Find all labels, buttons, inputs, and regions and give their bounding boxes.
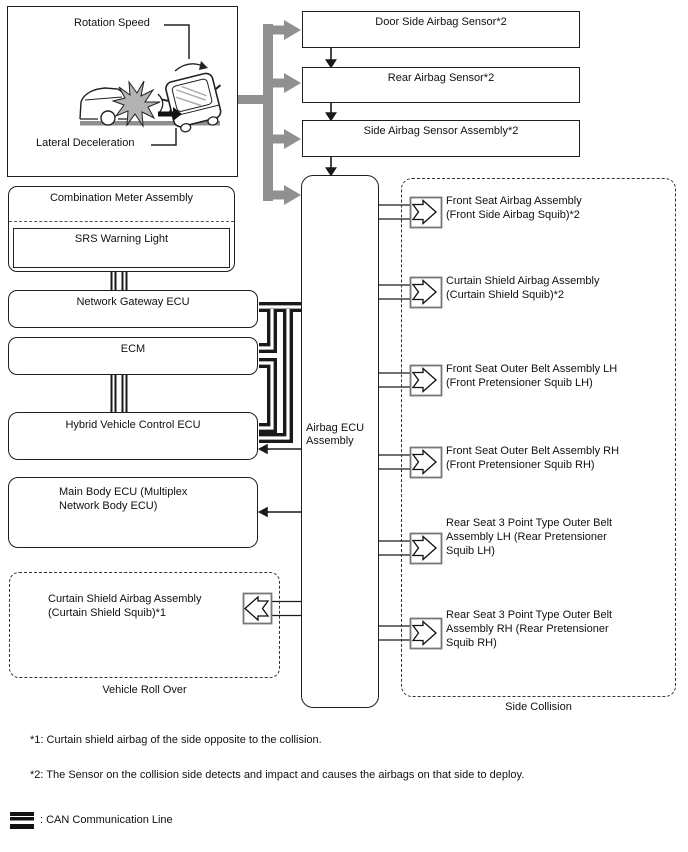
rear-airbag-sensor-label: Rear Airbag Sensor*2 [387,72,495,84]
rotation-speed-label: Rotation Speed [74,17,150,29]
rotation-speed-pointer [164,25,189,59]
main-body-ecu-label: Main Body ECU (Multiplex Network Body ECU) [59,486,188,512]
footnote-1: *1: Curtain shield airbag of the side opposite to the collision. [30,734,322,746]
roll-over-item: Curtain Shield Airbag Assembly (Curtain Shield Squib)*1 [48,593,202,619]
side-collision-item-2: Curtain Shield Airbag Assembly (Curtain Shield Squib)*2 [446,275,600,301]
airbag-ecu-assembly-box [301,175,379,708]
rear-airbag-sensor-box [302,67,580,103]
side-collision-caption: Side Collision [505,701,572,713]
collision-illustration-box [7,6,238,177]
ecm-box [8,337,258,375]
srs-warning-light-label: SRS Warning Light [74,233,169,245]
can-lines-channel [259,307,303,438]
network-gateway-ecu-label: Network Gateway ECU [76,296,190,308]
vehicle-roll-over-box [9,572,280,678]
can-lines [259,307,303,438]
side-collision-item-3: Front Seat Outer Belt Assembly LH (Front Pretensioner Squib LH) [446,363,618,389]
side-collision-item-6: Rear Seat 3 Point Type Outer Belt Assembly RH (Rear Pretensioner Squib RH) [446,609,613,649]
airbag-ecu-assembly-label: Airbag ECU Assembly [306,422,365,447]
combination-meter-assembly-box [8,186,235,272]
lateral-deceleration-label: Lateral Deceleration [36,137,135,149]
hybrid-vehicle-control-ecu-label: Hybrid Vehicle Control ECU [65,419,201,431]
hybrid-vehicle-control-ecu-box [8,412,258,460]
door-side-airbag-sensor-label: Door Side Airbag Sensor*2 [375,16,507,28]
rotation-arrow [175,61,208,71]
side-collision-item-5: Rear Seat 3 Point Type Outer Belt Assembly LH (Rear Pretensioner Squib LH) [446,517,613,557]
main-body-ecu-box [8,477,258,548]
door-side-airbag-sensor-box [302,11,580,48]
vehicle-roll-over-caption: Vehicle Roll Over [102,684,187,696]
network-gateway-ecu-box [8,290,258,328]
srs-warning-light-box [13,228,230,268]
combination-meter-assembly-label: Combination Meter Assembly [49,192,194,204]
can-line-legend-icon [10,812,34,829]
side-collision-item-4: Front Seat Outer Belt Assembly RH (Front Pretensioner Squib RH) [446,445,620,471]
footnote-2: *2: The Sensor on the collision side detects and impact and causes the airbags on that side to deploy. [30,769,525,781]
ecm-label: ECM [120,343,146,355]
can-line-legend-label: : CAN Communication Line [40,814,173,826]
ecu-output-arrows [260,445,303,516]
side-collision-item-1: Front Seat Airbag Assembly (Front Side Airbag Squib)*2 [446,195,582,221]
combination-meter-divider [9,221,234,222]
lateral-deceleration-pointer [151,128,176,145]
side-airbag-sensor-assembly-box [302,120,580,157]
struck-car [159,71,230,136]
side-airbag-sensor-assembly-label: Side Airbag Sensor Assembly*2 [363,125,519,137]
gray-flow-arrows [238,20,301,205]
